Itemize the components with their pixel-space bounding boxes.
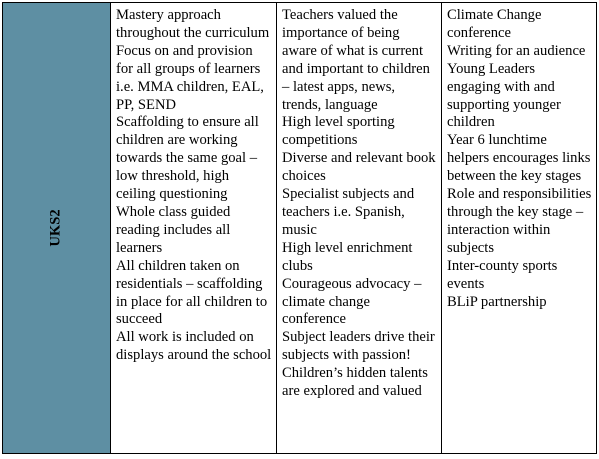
list-item: Role and responsibilities through the key stage – interaction within subjects [447,186,592,256]
row-label: UKS2 [47,209,64,247]
list-item: Subject leaders drive their subjects with passion! [282,329,435,364]
list-item: Focus on and provision for all groups of learners i.e. MMA children, EAL, PP, SEND [116,42,264,113]
list-item: High level sporting competitions [282,114,395,149]
list-item: Climate Change conference [447,7,542,41]
list-item: Year 6 lunchtime helpers encourages links between the key stages [447,132,591,185]
list-item: Whole class guided reading includes all learners [116,203,231,256]
list-item: Mastery approach throughout the curriculum [116,7,270,41]
column-cell-2 [277,3,442,454]
list-item: Courageous advocacy – climate change conference [282,275,422,328]
list-item: Children’s hidden talents are explored and valued [282,365,428,400]
list-item: Young Leaders engaging with and supporting younger children [447,60,561,131]
list-item: Specialist subjects and teachers i.e. Spanish, music [282,186,415,238]
list-item: Writing for an audience [447,42,586,59]
column-cell-1 [111,3,277,454]
column-cell-3 [442,3,597,454]
list-item: All work is included on displays around the school [116,329,272,364]
list-item: Scaffolding to ensure all children are working towards the same goal – low threshold, high ceiling questioning [116,114,259,203]
list-item: BLiP partnership [447,293,547,310]
list-item: All children taken on residentials – scaffolding in place for all children to succeed [116,257,268,328]
list-item: Teachers valued the importance of being aware of what is current and important to children – latest apps, news, trends, language [282,7,430,113]
list-item: Inter-county sports events [447,257,558,292]
list-item: High level enrichment clubs [282,239,413,274]
list-item: Diverse and relevant book choices [282,150,436,185]
row-label-cell [3,3,111,454]
provision-table [2,2,597,454]
table-row [3,3,597,454]
